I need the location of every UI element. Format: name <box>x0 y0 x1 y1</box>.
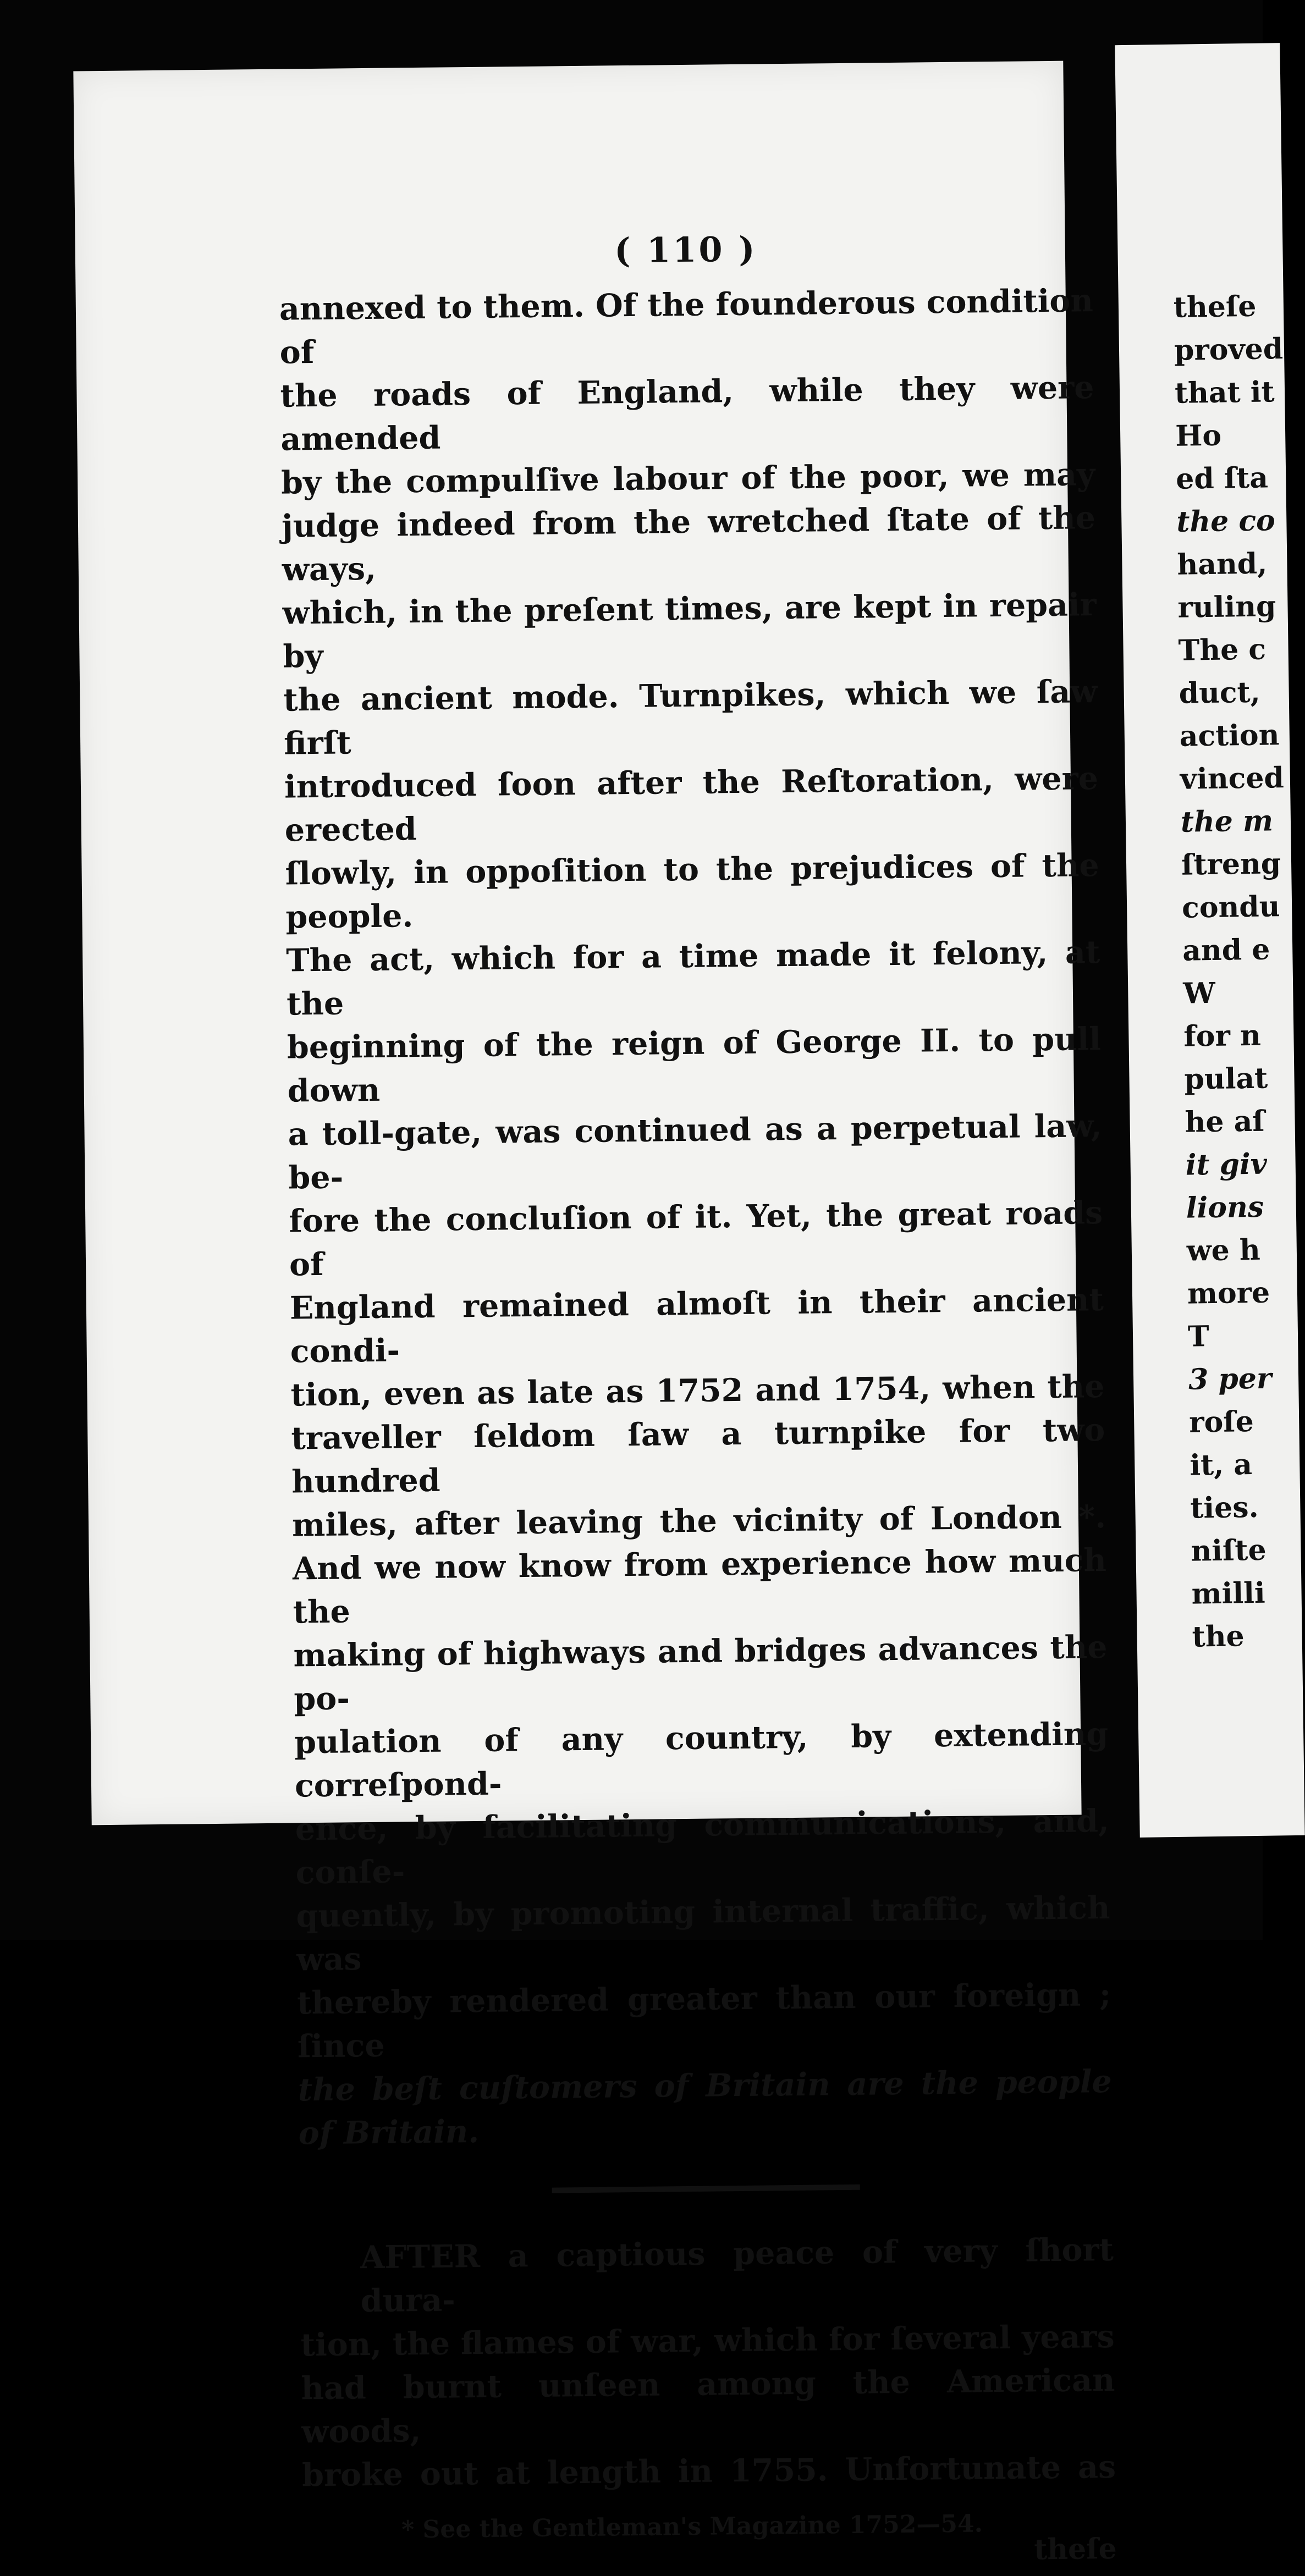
paragraph-1-line: pulation of any country, by extending correſpond- <box>294 1715 1109 1805</box>
paragraph-2-line: broke out at length in 1755. Unfortunate as <box>301 2448 1116 2494</box>
paragraph-1-line: And we now know from experience how much the <box>292 1541 1107 1631</box>
facing-page-line: condu <box>1181 890 1280 925</box>
paragraph-1-line: beginning of the reign of George II. to pull down <box>287 1021 1102 1110</box>
facing-page-line: ruling <box>1177 589 1276 625</box>
facing-page-line: milli <box>1191 1576 1266 1611</box>
facing-page-line: action <box>1179 718 1280 753</box>
section-divider <box>552 2185 860 2193</box>
facing-page-line: ties. <box>1190 1490 1259 1525</box>
facing-page-line: 3 per <box>1188 1361 1272 1397</box>
facing-page-line: pulat <box>1184 1061 1268 1096</box>
facing-page-line: theſe <box>1173 289 1257 324</box>
paragraph-2 <box>300 2228 1116 2497</box>
facing-page-line: proved <box>1174 332 1284 367</box>
paragraph-1-line: miles, after leaving the vicinity of London *. <box>291 1498 1106 1544</box>
paragraph-1-line: which, in the preſent times, are kept in repair by <box>282 586 1097 675</box>
footnote: * See the Gentleman's Magazine 1752—54. <box>401 2509 983 2544</box>
paragraph-1-line: ence, by facilitating communications, and, conſe- <box>295 1802 1110 1891</box>
paragraph-1-line: The act, which for a time made it felony, at the <box>285 934 1100 1023</box>
facing-page-line: ed ſta <box>1175 461 1269 496</box>
paragraph-1-line: the roads of England, while they were amended <box>280 369 1094 458</box>
facing-page-line: roſe <box>1188 1404 1254 1439</box>
paragraph-1-line: quently, by promoting internal traffic, which was <box>296 1889 1110 1978</box>
facing-page-line: ſtreng <box>1181 847 1281 882</box>
paragraph-1-line: a toll-gate, was continued as a perpetual law, be- <box>288 1107 1102 1196</box>
facing-page-line: more <box>1187 1276 1270 1311</box>
facing-page-line: we h <box>1186 1233 1261 1268</box>
facing-page-text <box>1173 285 1301 1659</box>
facing-page-line: he aſ <box>1185 1104 1265 1139</box>
paragraph-1-line: introduced ſoon after the Reſtoration, were erected <box>284 760 1099 849</box>
facing-page-line: the <box>1192 1619 1245 1654</box>
paragraph-2-line: AFTER a captious peace of very ſhort dura- <box>360 2231 1114 2320</box>
facing-page-line: Ho <box>1175 418 1222 453</box>
facing-page-line: lions <box>1186 1190 1264 1225</box>
paragraph-1-line: the ancient mode. Turnpikes, which we ſaw firſt <box>283 673 1098 762</box>
facing-page-line: the co <box>1176 504 1276 539</box>
paragraph-1-lines <box>279 279 1111 2068</box>
facing-page-line: and e <box>1182 933 1270 968</box>
catchword: theſe <box>1033 2531 1117 2567</box>
facing-page-line: The c <box>1178 632 1267 668</box>
facing-page-line: T <box>1187 1320 1210 1354</box>
facing-page-line: hand, <box>1177 547 1268 582</box>
facing-page-line: duct, <box>1179 675 1261 710</box>
facing-page-line: for n <box>1183 1018 1262 1053</box>
paragraph-1-last-line: the beſt cuſtomers of Britain are the people of Britain. <box>298 2062 1113 2152</box>
page-content <box>278 225 1116 2574</box>
page-number: ( 110 ) <box>614 229 757 271</box>
paragraph-2-line: had burnt unſeen among the American woods, <box>301 2361 1115 2451</box>
paragraph-1-line: tion, even as late as 1752 and 1754, when the <box>290 1368 1105 1414</box>
facing-page-line: W <box>1182 976 1216 1011</box>
book-page <box>73 61 1117 2567</box>
paragraph-1-line: fore the concluſion of it. Yet, the great roads of <box>288 1194 1103 1283</box>
facing-page-line: it, a <box>1189 1448 1253 1482</box>
paragraph-1-line: by the compulſive labour of the poor, we may <box>280 456 1095 501</box>
paragraph-1-line: making of highways and bridges advances the po- <box>293 1628 1108 1718</box>
facing-page-line: vinced <box>1180 761 1285 796</box>
paragraph-2-lines <box>300 2228 1116 2497</box>
facing-page-line: niſte <box>1191 1533 1267 1568</box>
paragraph-1-line: judge indeed from the wretched ſtate of the ways, <box>281 499 1096 588</box>
paragraph-1-line: England remained almoſt in their ancient condi- <box>289 1281 1104 1370</box>
paragraph-1-line: annexed to them. Of the founderous condition of <box>279 282 1094 371</box>
facing-page-line: that it <box>1174 375 1275 410</box>
facing-page-line: the m <box>1180 804 1274 839</box>
paragraph-1-line: ſlowly, in oppoſition to the prejudices of the people. <box>285 847 1099 936</box>
paragraph-2-line: tion, the flames of war, which for ſeveral years <box>300 2318 1115 2364</box>
paragraph-1 <box>279 279 1112 2155</box>
paragraph-1-line: thereby rendered greater than our foreign ; ſince <box>296 1976 1111 2065</box>
paragraph-1-line: traveller ſeldom ſaw a turnpike for two hundred <box>291 1411 1105 1501</box>
facing-page <box>1115 43 1304 1838</box>
facing-page-line: it giv <box>1185 1147 1268 1182</box>
